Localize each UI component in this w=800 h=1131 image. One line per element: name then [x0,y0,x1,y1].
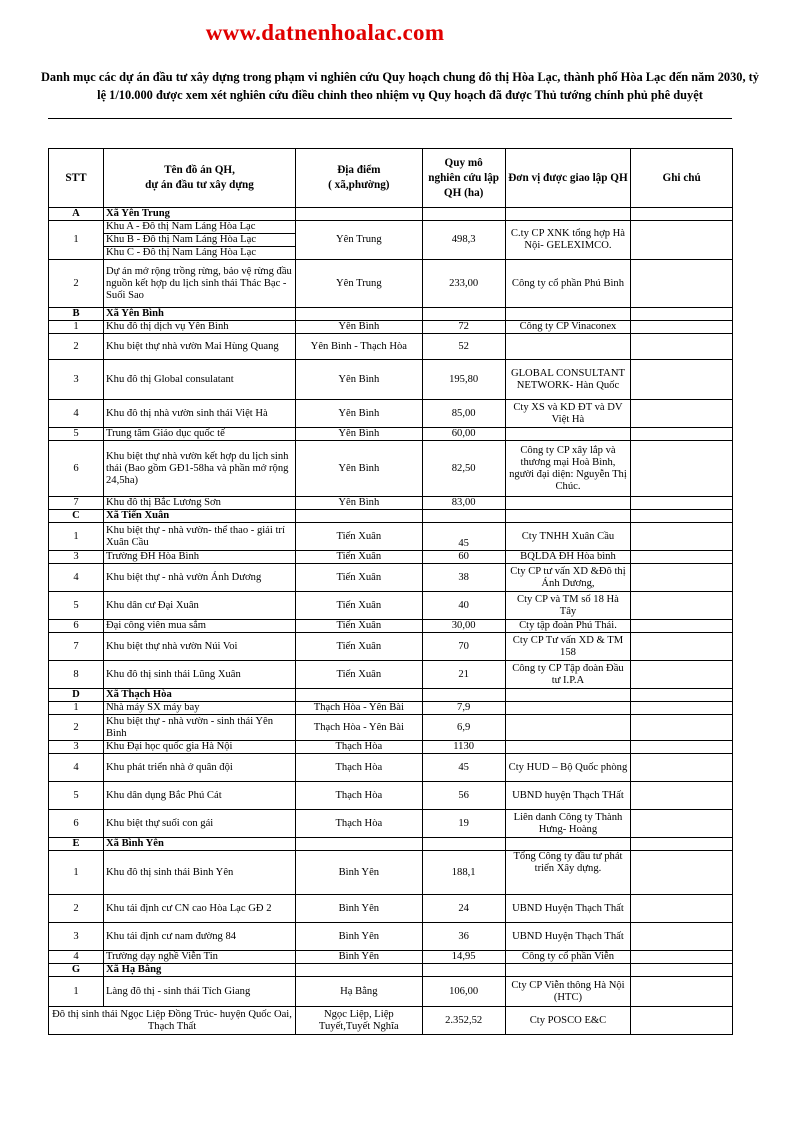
row-note [631,661,733,689]
row-name: Khu biệt thự nhà vườn Mai Hùng Quang [104,334,296,360]
header-stt: STT [49,149,104,208]
row-note [631,400,733,428]
section-stt: C [49,510,104,523]
row-note [631,321,733,334]
table-row [49,260,733,308]
row-scale: 19 [422,810,505,838]
row-stt: 6 [49,620,104,633]
table-row [49,851,733,895]
row-location: Tiến Xuân [296,564,423,592]
row-unit: C.ty CP XNK tổng hợp Hà Nội- GELEXIMCO. [505,221,631,260]
row-stt: 5 [49,428,104,441]
row-scale: 38 [422,564,505,592]
table-row [49,810,733,838]
row-name: Khu biệt thự - nhà vườn Ánh Dương [104,564,296,592]
row-note [631,754,733,782]
row-note [631,977,733,1007]
row-unit [505,741,631,754]
row-scale: 45 [422,754,505,782]
row-name: Khu biệt thự - nhà vườn- thể thao - giải trí Xuân Cầu [104,523,296,551]
table-row [49,951,733,964]
section-row [49,838,733,851]
table-row [49,1007,733,1035]
row-unit: Cty CP Viễn thông Hà Nội (HTC) [505,977,631,1007]
section-stt: E [49,838,104,851]
table-row [49,633,733,661]
row-name: Khu dân cư Đại Xuân [104,592,296,620]
row-unit: Tổng Công ty đầu tư phát triển Xây dựng. [505,851,631,895]
row-unit: Công ty cổ phần Phú Bình [505,260,631,308]
row-scale: 72 [422,321,505,334]
section-row [49,208,733,221]
row-note [631,715,733,741]
row-scale: 24 [422,895,505,923]
table-row [49,782,733,810]
header-unit: Đơn vị được giao lập QH [505,149,631,208]
row-scale: 195,80 [422,360,505,400]
row-stt: 5 [49,592,104,620]
table-row [49,441,733,497]
row-unit: GLOBAL CONSULTANT NETWORK- Hàn Quốc [505,360,631,400]
row-name: Khu biệt thự nhà vườn kết hợp du lịch sinh thái (Bao gồm GĐ1-58ha và phần mở rộng 24,5ha) [104,441,296,497]
row-location: Tiến Xuân [296,523,423,551]
row-unit [505,428,631,441]
row-stt: 3 [49,741,104,754]
row-location: Bình Yên [296,851,423,895]
header-name: Tên đồ án QH, dự án đầu tư xây dựng [104,149,296,208]
row-scale: 52 [422,334,505,360]
row-location: Thạch Hòa [296,754,423,782]
section-stt: G [49,964,104,977]
row-unit: Cty XS và KD ĐT và DV Việt Hà [505,400,631,428]
row-stt: 6 [49,810,104,838]
row-stt: 3 [49,923,104,951]
row-stt: 4 [49,564,104,592]
row-name: Khu B - Đô thị Nam Láng Hòa Lạc [104,234,296,247]
section-row [49,689,733,702]
table-row [49,895,733,923]
row-stt: 4 [49,400,104,428]
row-unit: Cty TNHH Xuân Cầu [505,523,631,551]
row-stt: 2 [49,895,104,923]
row-stt: 8 [49,661,104,689]
table-row [49,702,733,715]
row-note [631,810,733,838]
row-stt: 5 [49,782,104,810]
section-row [49,964,733,977]
row-scale: 36 [422,923,505,951]
row-location: Yên Bình [296,321,423,334]
row-unit: UBND Huyện Thạch Thất [505,895,631,923]
row-location: Bình Yên [296,895,423,923]
table-row [49,661,733,689]
row-note [631,441,733,497]
section-row [49,510,733,523]
table-row [49,360,733,400]
section-name: Xã Bình Yên [104,838,296,851]
table-row [49,592,733,620]
row-note [631,1007,733,1035]
row-note [631,923,733,951]
document-heading: Danh mục các dự án đầu tư xây dựng trong phạm vi nghiên cứu Quy hoạch chung đô thị Hòa Lạc, thành phố Hòa Lạc đến năm 2030, tỷ lệ 1/10.000 được xem xét nghiên cứu điều chỉnh theo nhiệm vụ Quy hoạch đã được Thủ tướng chính phủ phê duyệt [40,70,760,102]
row-unit [505,715,631,741]
row-scale: 82,50 [422,441,505,497]
row-scale: 14,95 [422,951,505,964]
row-name: Khu đô thị Global consulatant [104,360,296,400]
row-unit: UBND huyện Thạch THất [505,782,631,810]
section-name: Xã Thạch Hòa [104,689,296,702]
row-name: Khu biệt thự nhà vườn Núi Voi [104,633,296,661]
row-location: Tiến Xuân [296,661,423,689]
row-unit [505,702,631,715]
section-name: Xã Yên Trung [104,208,296,221]
row-stt: 2 [49,260,104,308]
row-stt: 1 [49,221,104,260]
row-note [631,592,733,620]
row-note [631,702,733,715]
row-stt: 1 [49,977,104,1007]
row-name: Khu đô thị sinh thái Lũng Xuân [104,661,296,689]
row-name: Trường dạy nghề Viễn Tin [104,951,296,964]
row-location: Yên Bình [296,441,423,497]
row-name: Trường ĐH Hòa Bình [104,551,296,564]
row-unit: Công ty CP xây lắp và thương mại Hoà Bình, người đại diện: Nguyễn Thị Chúc. [505,441,631,497]
projects-table [48,148,733,1035]
row-note [631,523,733,551]
row-stt: 7 [49,497,104,510]
table-row [49,551,733,564]
row-name: Khu C - Đô thị Nam Láng Hòa Lạc [104,247,296,260]
table-row [49,497,733,510]
table-row [49,334,733,360]
row-scale: 21 [422,661,505,689]
row-location: Ngọc Liệp, Liệp Tuyết,Tuyết Nghĩa [296,1007,423,1035]
row-scale: 7,9 [422,702,505,715]
row-name: Đô thị sinh thái Ngọc Liệp Đồng Trúc- huyện Quốc Oai, Thạch Thất [49,1007,296,1035]
row-scale: 233,00 [422,260,505,308]
row-scale: 60 [422,551,505,564]
header-note: Ghi chú [631,149,733,208]
header-location: Địa điểm ( xã,phường) [296,149,423,208]
row-location: Yên Bình [296,428,423,441]
row-note [631,334,733,360]
row-location: Bình Yên [296,951,423,964]
row-location: Thạch Hòa [296,782,423,810]
row-name: Khu đô thị Bắc Lương Sơn [104,497,296,510]
row-location: Yên Bình [296,400,423,428]
row-note [631,497,733,510]
row-unit: UBND Huyện Thạch Thất [505,923,631,951]
row-name: Khu tái định cư CN cao Hòa Lạc GĐ 2 [104,895,296,923]
row-note [631,564,733,592]
section-name: Xã Tiến Xuân [104,510,296,523]
row-location: Yên Trung [296,221,423,260]
row-unit: Liên danh Công ty Thành Hưng- Hoàng [505,810,631,838]
row-note [631,951,733,964]
site-url: www.datnenhoalac.com [205,20,445,45]
row-unit [505,497,631,510]
row-location: Thạch Hòa [296,810,423,838]
row-note [631,633,733,661]
row-stt: 3 [49,551,104,564]
row-name: Trung tâm Giáo dục quốc tế [104,428,296,441]
row-location: Tiến Xuân [296,620,423,633]
row-stt: 3 [49,360,104,400]
table-row [49,321,733,334]
table-row [49,523,733,551]
row-name: Khu biệt thự - nhà vườn - sinh thái Yên Bình [104,715,296,741]
row-unit: Cty CP Tư vấn XD & TM 158 [505,633,631,661]
row-unit: Cty tập đoàn Phú Thái. [505,620,631,633]
row-scale: 498,3 [422,221,505,260]
row-scale: 83,00 [422,497,505,510]
table-row [49,754,733,782]
row-scale: 85,00 [422,400,505,428]
table-row [49,715,733,741]
row-scale: 60,00 [422,428,505,441]
section-stt: A [49,208,104,221]
row-note [631,221,733,260]
row-stt: 4 [49,951,104,964]
section-row [49,308,733,321]
row-unit: Cty POSCO E&C [505,1007,631,1035]
row-scale: 70 [422,633,505,661]
row-location: Bình Yên [296,923,423,951]
row-note [631,851,733,895]
row-unit: BQLDA ĐH Hòa bình [505,551,631,564]
row-stt: 2 [49,334,104,360]
row-scale: 56 [422,782,505,810]
section-name: Xã Hạ Bằng [104,964,296,977]
row-location: Thạch Hòa - Yên Bài [296,715,423,741]
row-note [631,260,733,308]
row-location: Thạch Hòa [296,741,423,754]
row-stt: 4 [49,754,104,782]
row-scale: 106,00 [422,977,505,1007]
row-location: Hạ Bằng [296,977,423,1007]
row-name: Khu Đại học quốc gia Hà Nội [104,741,296,754]
table-row [49,741,733,754]
row-stt: 7 [49,633,104,661]
row-name: Nhà máy SX máy bay [104,702,296,715]
row-unit [505,334,631,360]
row-scale: 188,1 [422,851,505,895]
row-scale: 1130 [422,741,505,754]
table-row [49,428,733,441]
row-unit: Công ty CP Vinaconex [505,321,631,334]
section-name: Xã Yên Bình [104,308,296,321]
row-name: Khu dân dụng Bắc Phú Cát [104,782,296,810]
row-unit: Cty HUD – Bộ Quốc phòng [505,754,631,782]
row-name: Dự án mở rộng trồng rừng, bảo vệ rừng đầu nguồn kết hợp du lịch sinh thái Thác Bạc - Suối Sao [104,260,296,308]
table-row [49,977,733,1007]
row-name: Làng đô thị - sinh thái Tích Giang [104,977,296,1007]
row-scale: 45 [422,523,505,551]
table-row [49,221,733,234]
row-name: Khu đô thị dịch vụ Yên Bình [104,321,296,334]
row-location: Tiến Xuân [296,633,423,661]
row-location: Tiến Xuân [296,551,423,564]
row-unit: Công ty CP Tập đoàn Đầu tư I.P.A [505,661,631,689]
row-stt: 1 [49,523,104,551]
table-row [49,620,733,633]
row-name: Khu biệt thự suối con gái [104,810,296,838]
row-name: Đại công viên mua sắm [104,620,296,633]
row-scale: 40 [422,592,505,620]
row-location: Yên Bình [296,360,423,400]
heading-rule [48,118,732,119]
table-row [49,400,733,428]
row-name: Khu đô thị sinh thái Bình Yên [104,851,296,895]
row-note [631,620,733,633]
row-note [631,741,733,754]
table-header-row [49,149,733,208]
section-stt: B [49,308,104,321]
row-unit: Công ty cổ phần Viễn [505,951,631,964]
table-row [49,923,733,951]
row-note [631,551,733,564]
row-scale: 6,9 [422,715,505,741]
row-location: Tiến Xuân [296,592,423,620]
row-stt: 1 [49,702,104,715]
row-stt: 1 [49,321,104,334]
row-note [631,428,733,441]
section-stt: D [49,689,104,702]
row-location: Yên Bình - Thạch Hòa [296,334,423,360]
row-scale: 30,00 [422,620,505,633]
table-row [49,564,733,592]
row-location: Thạch Hòa - Yên Bài [296,702,423,715]
row-unit: Cty CP tư vấn XD &Đô thị Ánh Dương, [505,564,631,592]
row-unit: Cty CP và TM số 18 Hà Tây [505,592,631,620]
row-stt: 6 [49,441,104,497]
row-note [631,895,733,923]
row-location: Yên Trung [296,260,423,308]
row-note [631,360,733,400]
row-note [631,782,733,810]
row-scale: 2.352,52 [422,1007,505,1035]
row-name: Khu tái định cư nam đường 84 [104,923,296,951]
row-stt: 1 [49,851,104,895]
row-location: Yên Bình [296,497,423,510]
row-stt: 2 [49,715,104,741]
row-name: Khu đô thị nhà vườn sinh thái Việt Hà [104,400,296,428]
row-name: Khu A - Đô thị Nam Láng Hòa Lạc [104,221,296,234]
header-scale: Quy mô nghiên cứu lập QH (ha) [422,149,505,208]
row-name: Khu phát triển nhà ở quân đội [104,754,296,782]
